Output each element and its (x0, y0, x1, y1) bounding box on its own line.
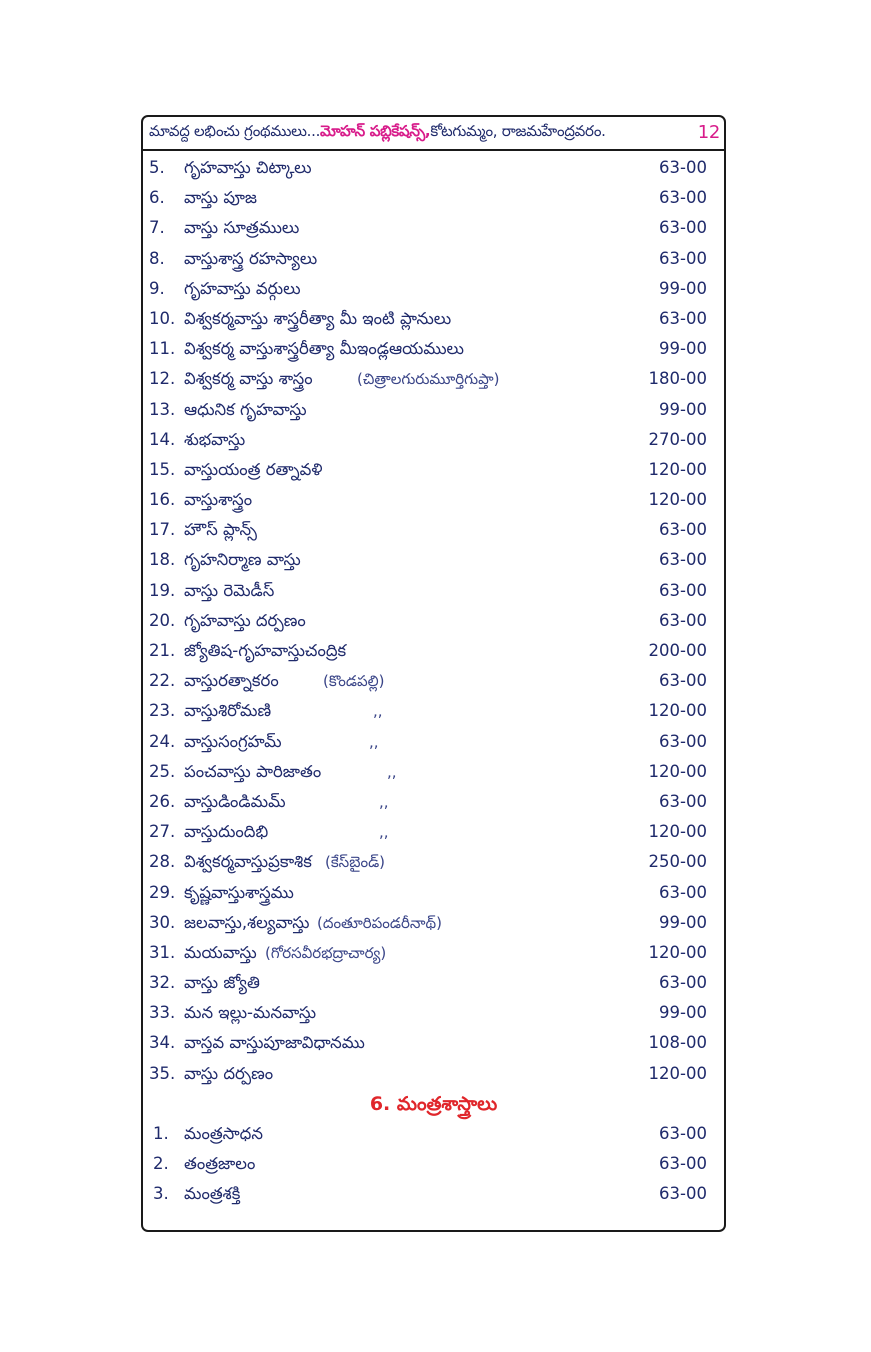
item-price: 63-00 (659, 1124, 707, 1143)
item-title: మంత్రసాధన (184, 1124, 263, 1143)
item-title: పంచవాస్తు పారిజాతం (184, 761, 322, 781)
item-number: 18. (149, 550, 176, 570)
item-price: 99-00 (659, 399, 707, 419)
item-price: 99-00 (659, 1003, 707, 1023)
item-price: 180-00 (648, 369, 707, 389)
item-price: 63-00 (659, 188, 707, 208)
item-note: ,, (387, 762, 397, 781)
header-prefix: మావద్ద లభించు గ్రంథములు... (149, 122, 321, 140)
item-title: వాస్తు జ్యోతి (184, 973, 260, 993)
catalog-frame (141, 115, 726, 1232)
item-price: 120-00 (648, 459, 707, 479)
item-title: వాస్తు సూత్రములు (184, 218, 300, 238)
item-number: 30. (149, 912, 176, 932)
item-price: 120-00 (648, 490, 707, 510)
item-number: 6. (149, 188, 165, 208)
list-item (143, 576, 724, 606)
list-item (143, 817, 724, 847)
item-price: 108-00 (648, 1033, 707, 1053)
page-number: 12 (697, 122, 720, 143)
list-item (143, 998, 724, 1028)
item-price: 200-00 (648, 641, 707, 660)
item-price: 63-00 (659, 882, 707, 902)
item-number: 22. (149, 671, 176, 691)
item-number: 24. (149, 731, 176, 751)
list-item (143, 545, 724, 575)
item-number: 1. (153, 1124, 169, 1143)
item-number: 31. (149, 942, 176, 962)
item-price: 63-00 (659, 248, 707, 268)
item-price: 63-00 (659, 520, 707, 540)
catalog-header (143, 117, 724, 151)
item-price: 63-00 (659, 580, 707, 600)
item-title: వాస్తుడిండిమమ్ (184, 791, 286, 811)
item-number: 17. (149, 520, 176, 540)
item-number: 26. (149, 791, 176, 811)
list-item (143, 1028, 724, 1058)
list-item (143, 395, 724, 425)
item-price: 63-00 (659, 550, 707, 570)
list-item (143, 183, 724, 213)
list-item (143, 727, 724, 757)
list-item (143, 1059, 724, 1089)
item-title: గృహవాస్తు చిట్కాలు (184, 158, 312, 177)
item-title: మయవాస్తు (184, 942, 257, 962)
item-note: (చిత్రాలగురుమూర్తిగుప్తా) (357, 370, 500, 389)
list-item (143, 938, 724, 968)
item-price: 120-00 (648, 701, 707, 721)
item-number: 16. (149, 490, 176, 510)
item-price: 250-00 (648, 852, 707, 872)
item-price: 63-00 (659, 731, 707, 751)
item-price: 120-00 (648, 822, 707, 842)
item-title: విశ్వకర్మ వాస్తు శాస్త్రం (184, 369, 313, 389)
item-title: వాస్తుదుందిభి (184, 822, 269, 842)
list-item (143, 847, 724, 877)
item-title: వాస్తు దర్పణం (184, 1063, 274, 1083)
item-title: వాస్తు పూజ (184, 188, 257, 208)
item-price: 270-00 (648, 429, 707, 449)
item-title: వాస్తుశాస్త్రం (184, 490, 253, 510)
item-title: జలవాస్తు,శల్యవాస్తు (184, 912, 310, 932)
item-note: ,, (379, 792, 389, 811)
item-number: 21. (149, 641, 176, 660)
item-note: ,, (373, 702, 383, 721)
item-price: 63-00 (659, 671, 707, 691)
list-item (143, 696, 724, 726)
list-item (143, 244, 724, 274)
item-number: 33. (149, 1003, 176, 1023)
item-number: 15. (149, 459, 176, 479)
item-number: 27. (149, 822, 176, 842)
list-item (143, 787, 724, 817)
list-item (143, 908, 724, 938)
book-list (143, 153, 724, 1210)
item-title: వాస్తుసంగ్రహమ్ (184, 731, 282, 751)
item-title: హౌస్ ప్లాన్స్ (184, 520, 257, 540)
item-price: 63-00 (659, 158, 707, 177)
header-publisher: మోహన్ పబ్లికేషన్స్, (320, 122, 431, 140)
header-location: కోటగుమ్మం, రాజమహేంద్రవరం. (430, 122, 606, 140)
list-item (143, 1179, 724, 1209)
item-title: వాస్తురత్నాకరం (184, 671, 279, 691)
item-title: గృహవాస్తు దర్పణం (184, 610, 306, 630)
item-number: 34. (149, 1033, 176, 1053)
item-price: 63-00 (659, 973, 707, 993)
list-item (143, 304, 724, 334)
item-note: ,, (379, 823, 389, 842)
item-note: (దంతూరిపండరీనాథ్) (317, 913, 442, 932)
item-title: వాస్తవ వాస్తుపూజావిధానము (184, 1033, 365, 1053)
item-price: 63-00 (659, 308, 707, 328)
item-number: 7. (149, 218, 165, 238)
list-item (143, 213, 724, 243)
item-title: గృహనిర్మాణ వాస్తు (184, 550, 301, 570)
list-item (143, 274, 724, 304)
item-number: 9. (149, 278, 165, 298)
item-number: 25. (149, 761, 176, 781)
item-price: 63-00 (659, 1184, 707, 1204)
item-number: 19. (149, 580, 176, 600)
list-item (143, 1119, 724, 1149)
item-title: గృహవాస్తు వర్గులు (184, 278, 301, 298)
item-title: వాస్తుశిరోమణి (184, 701, 272, 721)
list-item (143, 968, 724, 998)
item-note: ,, (369, 732, 379, 751)
item-price: 63-00 (659, 1154, 707, 1174)
list-item (143, 425, 724, 455)
list-item (143, 364, 724, 394)
list-item (143, 757, 724, 787)
item-price: 99-00 (659, 278, 707, 298)
item-title: తంత్రజాలం (184, 1154, 256, 1174)
item-title: మంత్రశక్తి (184, 1184, 241, 1204)
section-heading: 6. మంత్రశాస్త్రాలు (369, 1092, 498, 1115)
item-number: 20. (149, 610, 176, 630)
item-price: 63-00 (659, 218, 707, 238)
item-price: 99-00 (659, 339, 707, 359)
list-item (143, 636, 724, 666)
list-item (143, 485, 724, 515)
item-title: వాస్తుశాస్త్ర రహస్యాలు (184, 248, 318, 268)
item-title: విశ్వకర్మ వాస్తుశాస్త్రరీత్యా మీఇండ్లఆయములు (184, 339, 464, 359)
list-item (143, 515, 724, 545)
item-note: (కేస్‌బైండ్) (325, 853, 386, 872)
item-price: 120-00 (648, 1063, 707, 1083)
item-number: 8. (149, 248, 165, 268)
item-title: కృష్ణవాస్తుశాస్త్రము (184, 882, 294, 902)
item-number: 10. (149, 308, 176, 328)
item-number: 23. (149, 701, 176, 721)
item-title: వాస్తు రెమెడీస్ (184, 580, 275, 600)
list-item (143, 666, 724, 696)
item-title: మన ఇల్లు-మనవాస్తు (184, 1003, 317, 1023)
item-title: విశ్వకర్మవాస్తుప్రకాశిక (184, 852, 312, 872)
item-price: 99-00 (659, 912, 707, 932)
item-title: ఆధునిక గృహవాస్తు (184, 399, 307, 419)
item-title: జ్యోతిష-గృహవాస్తుచంద్రిక (184, 641, 347, 660)
item-number: 29. (149, 882, 176, 902)
list-item (143, 153, 724, 183)
item-number: 2. (153, 1154, 169, 1174)
item-number: 12. (149, 369, 176, 389)
item-price: 120-00 (648, 761, 707, 781)
item-title: విశ్వకర్మవాస్తు శాస్త్రరీత్యా మీ ఇంటి ప్లానులు (184, 308, 452, 328)
item-number: 14. (149, 429, 176, 449)
item-price: 120-00 (648, 942, 707, 962)
item-number: 5. (149, 158, 165, 177)
list-item (143, 334, 724, 364)
item-title: వాస్తుయంత్ర రత్నావళి (184, 459, 323, 479)
item-note: (కొండపల్లి) (323, 672, 385, 691)
item-number: 35. (149, 1063, 176, 1083)
item-number: 11. (149, 339, 176, 359)
item-number: 13. (149, 399, 176, 419)
list-item (143, 1149, 724, 1179)
item-note: (గోరసవీరభద్రాచార్య) (265, 943, 387, 962)
item-number: 3. (153, 1184, 169, 1204)
list-item (143, 878, 724, 908)
item-price: 63-00 (659, 791, 707, 811)
item-number: 28. (149, 852, 176, 872)
item-title: శుభవాస్తు (184, 429, 246, 449)
list-item (143, 455, 724, 485)
list-item (143, 606, 724, 636)
item-number: 32. (149, 973, 176, 993)
item-price: 63-00 (659, 610, 707, 630)
